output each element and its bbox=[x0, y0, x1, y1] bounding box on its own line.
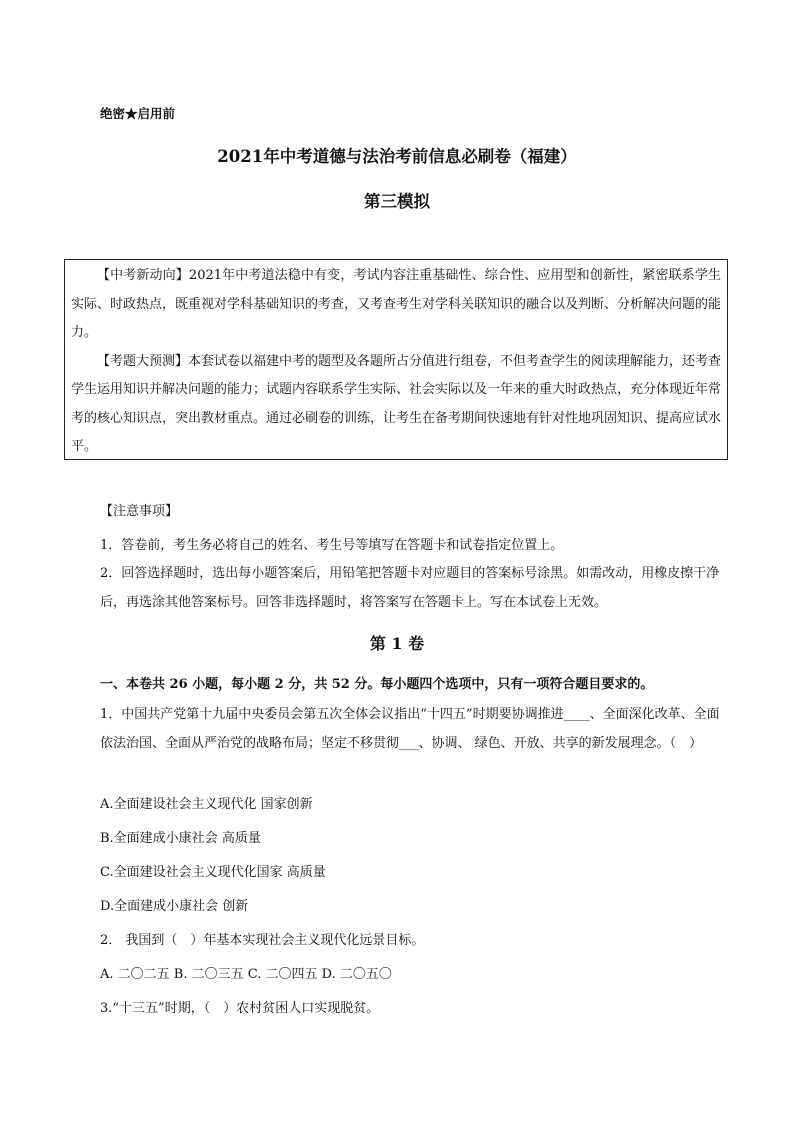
question-1-option-c: C.全面建设社会主义现代化国家 高质量 bbox=[100, 865, 326, 880]
section-title: 第 1 卷 bbox=[369, 634, 425, 653]
question-2-stem: 2． 我国到（ ）年基本实现社会主义现代化远景目标。 bbox=[100, 933, 425, 948]
notes-item-1: 1．答卷前，考生务必将自己的姓名、考生号等填写在答题卡和试卷指定位置上。 bbox=[100, 538, 564, 553]
intro-new-trend: 【中考新动向】2021年中考道法稳中有变，考试内容注重基础性、综合性、应用型和创新性，紧密联系学生实际、时政热点，既重视对学科基础知识的考查，又考查考生对学科关联知识的融合以及判断、分析解决问题的能力。 bbox=[71, 268, 722, 340]
question-1-option-b: B.全面建成小康社会 高质量 bbox=[100, 831, 261, 846]
intro-box bbox=[64, 259, 728, 460]
question-1-option-d: D.全面建成小康社会 创新 bbox=[100, 899, 249, 914]
secret-label: 绝密★启用前 bbox=[100, 106, 176, 121]
section-instruction: 一、本卷共 26 小题，每小题 2 分，共 52 分。每小题四个选项中，只有一项符合题目要求的。 bbox=[100, 677, 654, 692]
exam-subtitle: 第三模拟 bbox=[364, 192, 430, 211]
exam-title: 2021年中考道德与法治考前信息必刷卷（福建） bbox=[217, 147, 577, 166]
intro-prediction: 【考题大预测】本套试卷以福建中考的题型及各题所占分值进行组卷，不但考查学生的阅读理解能力，还考查学生运用知识并解决问题的能力；试题内容联系学生实际、社会实际以及一年来的重大时政热点，充分体现近年常考的核心知识点，突出教材重点。通过必刷卷的训练，让考生在备考期间快速地有针对性地巩固知识、提高应试水平。 bbox=[71, 353, 722, 454]
notes-item-2 bbox=[100, 560, 726, 617]
question-2-options: A. 二〇二五 B. 二〇三五 C. 二〇四五 D. 二〇五〇 bbox=[100, 967, 392, 982]
question-3-stem: 3.“十三五”时期，（ ）农村贫困人口实现脱贫。 bbox=[100, 1001, 380, 1016]
notes-heading: 【注意事项】 bbox=[100, 504, 179, 519]
question-1-option-a: A.全面建设社会主义现代化 国家创新 bbox=[100, 797, 313, 812]
notes-item-2-text: 2．回答选择题时，选出每小题答案后，用铅笔把答题卡对应题目的答案标号涂黑。如需改动，用橡皮擦干净后，再选涂其他答案标号。回答非选择题时，将答案写在答题卡上。写在本试卷上无效。 bbox=[100, 566, 720, 610]
question-1-stem: 1．中国共产党第十九届中央委员会第五次全体会议指出“十四五”时期要协调推进____、全面深化改革、全面依法治国、全面从严治党的战略布局；坚定不移贯彻___、协调、 绿色、开放、共享的新发展理念。（ ） bbox=[100, 707, 720, 751]
question-1 bbox=[100, 701, 726, 758]
